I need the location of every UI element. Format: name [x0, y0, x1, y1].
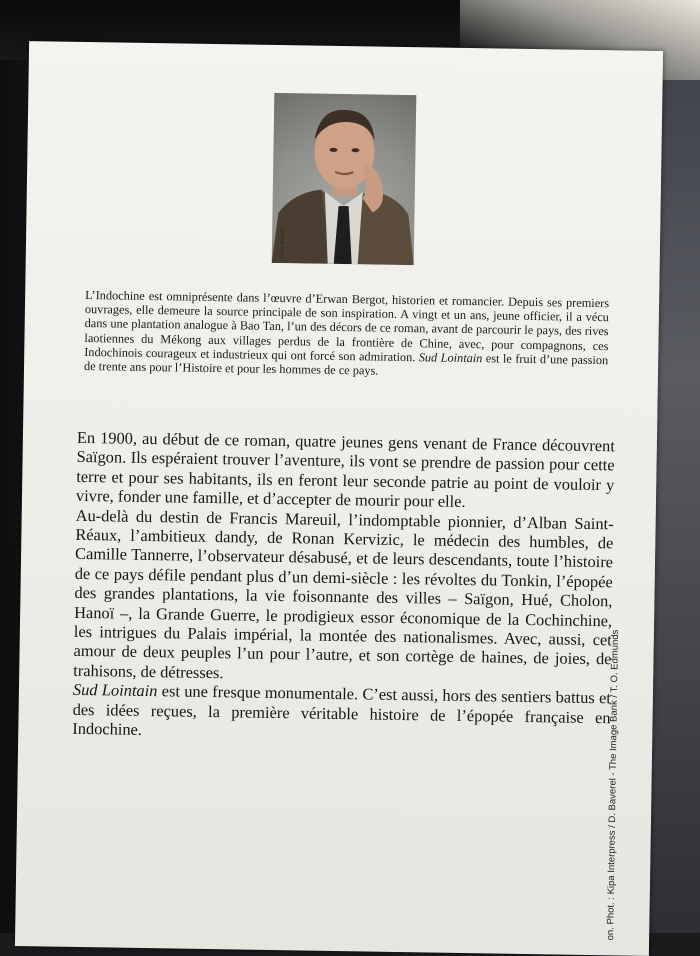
book-title-inline: Sud Lointain	[418, 350, 483, 366]
summary-paragraph-1: En 1900, au début de ce roman, quatre jeunes gens venant de France découvrent Saïgon. Ils espéraient trouver l’aventure, ils vont se prendre de passion pour cette terre et pour ses habitants, ils en feront leur seconde patrie au point de vouloir y vivre, fonder une famille, et d’accepter de mourir pour elle.	[75, 427, 616, 512]
author-bio-text-end: est le fruit d’une passion de trente ans pour l’Histoire et pour les hommes de ce pays.	[83, 351, 609, 378]
author-bio	[84, 288, 609, 381]
summary-paragraph-3	[72, 680, 611, 747]
photo-credit: Louis Monier.	[280, 227, 286, 259]
book-back-cover	[15, 41, 663, 956]
book-summary	[72, 428, 615, 747]
author-bio-text: L’Indochine est omniprésente dans l’œuvre d’Erwan Bergot, historien et romancier. Depuis ses premiers ouvrages, elle demeure la source principale de son inspiration. A vingt et un ans, jeune officier, il a vécu dans une plantation analogue à Bao Tan, l’un des décors de ce roman, avant de parcourir le pays, des rives laotiennes du Mékong aux villages perdus de la frontière de Chine, avec, pour compagnons, ces Indochinois courageux et industrieux qui ont forcé son admiration.	[84, 287, 610, 364]
author-photo	[272, 93, 417, 265]
summary-paragraph-3-text: est une fresque monumentale. C’est aussi, hors des sentiers battus et des idées reçues, la première véritable histoire de l’épopée française en Indochine.	[72, 681, 612, 740]
book-title-inline-2: Sud Lointain	[72, 680, 158, 701]
summary-paragraph-2: Au-delà du destin de Francis Mareuil, l’indomptable pionnier, d’Alban Saint-Réaux, l’ambitieux dandy, de Ronan Kervizic, le médecin des humbles, de Camille Tannerre, l’observateur désabusé, et de leurs descendants, toute l’histoire de ce pays défile pendant plus d’un demi-siècle : les révoltes du Tonkin, l’épopée des grandes plantations, la vie foisonnante des villes – Saïgon, Hué, Cholon, Hanoï –, la Grande Guerre, le prodigieux essor économique de la Cochinchine, les intrigues du Palais impérial, la montée des nationalismes. Avec, aussi, cet amour de deux peuples l’un pour l’autre, et son cortège de haines, de joies, de trahisons, de détresses.	[73, 505, 614, 683]
author-portrait-illustration	[272, 93, 417, 265]
cover-photo-credits: on. Phot. : Kipa Interpress / D. Baverel - The Image Bank / T. O. Edmunds	[605, 629, 621, 941]
